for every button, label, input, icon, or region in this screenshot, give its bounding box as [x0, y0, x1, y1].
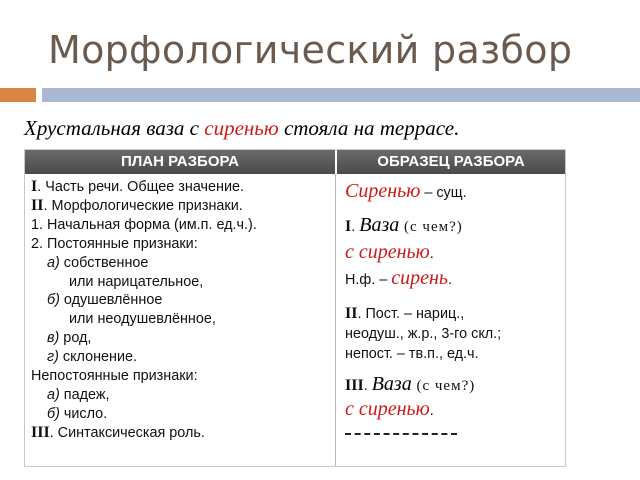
- accent-bar-orange: [0, 88, 36, 102]
- analysis-table: [24, 149, 566, 467]
- example-text: . Пост. – нариц.,: [357, 306, 465, 322]
- roman-numeral: I: [31, 178, 38, 195]
- example-line: [345, 178, 567, 206]
- example-word: сирень: [391, 267, 449, 289]
- plan-line: [31, 197, 331, 216]
- list-marker: а): [47, 254, 60, 271]
- example-line: неодуш., ж.р., 3-го скл.;: [345, 326, 502, 342]
- plan-line: 1. Начальная форма (им.п. ед.ч.).: [31, 216, 257, 233]
- plan-line: 2. Постоянные признаки:: [31, 235, 198, 252]
- header-plan: ПЛАН РАЗБОРА: [25, 150, 335, 174]
- plan-column: [31, 178, 331, 443]
- plan-line: [31, 386, 331, 405]
- roman-numeral: II: [31, 196, 44, 214]
- list-marker: а): [47, 386, 60, 403]
- example-word: с сиренью: [345, 398, 430, 420]
- accent-bar-blue: [42, 88, 640, 102]
- plan-text: . Синтаксическая роль.: [49, 424, 205, 441]
- example-word: Сиренью: [345, 180, 421, 202]
- plan-line: или неодушевлённое,: [69, 311, 216, 328]
- example-line: [345, 212, 567, 240]
- example-line: [345, 266, 567, 292]
- example-text: .: [363, 378, 372, 394]
- example-sentence: [24, 116, 459, 141]
- example-text: .: [429, 403, 434, 419]
- example-text: .: [351, 219, 360, 235]
- plan-line: или нарицательное,: [69, 273, 204, 290]
- roman-numeral: II: [345, 305, 358, 322]
- example-line: [345, 372, 567, 398]
- underline-dashed: [345, 431, 457, 435]
- plan-text: собственное: [59, 254, 149, 271]
- question-text: (с чем?): [399, 219, 463, 235]
- example-text: .: [429, 246, 434, 262]
- plan-line: Непостоянные признаки:: [31, 368, 198, 385]
- plan-text: число.: [59, 405, 108, 422]
- plan-line: [31, 329, 331, 348]
- plan-line: [31, 291, 331, 310]
- roman-numeral: III: [345, 377, 364, 394]
- list-marker: б): [47, 292, 60, 309]
- example-text: .: [448, 272, 453, 288]
- list-marker: б): [47, 405, 60, 422]
- plan-text: падеж,: [59, 386, 110, 403]
- slide-title: Морфологический разбор: [48, 28, 573, 72]
- plan-line: [31, 178, 331, 197]
- example-text: Н.ф. –: [345, 272, 392, 288]
- example-line: [345, 304, 567, 324]
- plan-line: [31, 348, 331, 367]
- example-word: Ваза: [359, 214, 400, 236]
- question-text: (с чем?): [411, 378, 476, 394]
- example-line: непост. – тв.п., ед.ч.: [345, 346, 479, 362]
- example-word: с сиренью: [345, 241, 430, 263]
- plan-line: [31, 254, 331, 273]
- list-marker: в): [47, 330, 60, 347]
- example-word: Ваза: [371, 373, 412, 395]
- example-line: [345, 240, 567, 266]
- plan-text: . Часть речи. Общее значение.: [37, 179, 245, 195]
- sentence-part2: стояла на террасе.: [278, 116, 460, 140]
- plan-line: [31, 405, 331, 424]
- sentence-part1: Хрустальная ваза с: [24, 116, 205, 140]
- roman-numeral: III: [31, 423, 50, 441]
- plan-text: . Морфологические признаки.: [43, 197, 243, 214]
- roman-numeral: I: [345, 218, 352, 235]
- plan-line: [31, 424, 331, 443]
- plan-text: род,: [59, 330, 92, 347]
- list-marker: г): [47, 349, 59, 366]
- example-text: – сущ.: [420, 185, 467, 201]
- example-line: [345, 398, 567, 422]
- sentence-highlight: сиренью: [204, 116, 279, 140]
- example-column: [345, 178, 567, 440]
- column-divider: [335, 174, 336, 466]
- header-example: ОБРАЗЕЦ РАЗБОРА: [337, 150, 565, 174]
- plan-text: одушевлённое: [59, 292, 163, 309]
- plan-text: склонение.: [58, 349, 138, 366]
